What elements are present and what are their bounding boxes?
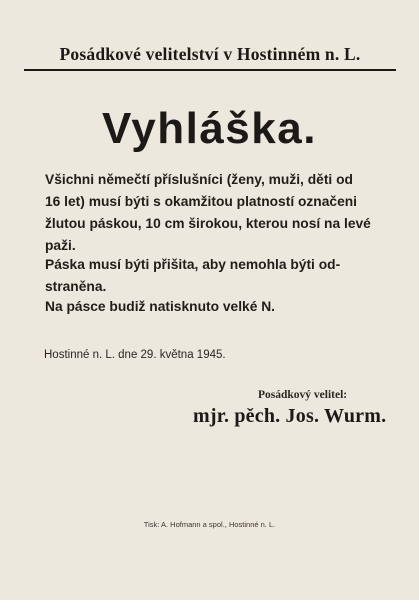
issuer-header: Posádkové velitelství v Hostinném n. L. [59,44,361,64]
paragraph-1-line-3: žlutou páskou, 10 cm širokou, kterou nosí na levé [45,216,371,231]
signature-name: mjr. pěch. Jos. Wurm. [193,405,387,427]
paragraph-3-line-1: Na pásce budiž natisknuto velké N. [45,299,276,314]
document-title: Vyhláška. [102,104,317,153]
paragraph-1-line-2: 16 let) musí býti s okamžitou platností označeni [45,194,358,209]
date-line: Hostinné n. L. dne 29. května 1945. [44,349,226,361]
paragraph-1-line-1: Všichni němečtí příslušníci (ženy, muži, děti od [45,172,353,187]
printer-imprint: Tisk: A. Hofmann a spol., Hostinné n. L. [143,520,276,529]
paragraph-1-line-4: paži. [45,238,76,253]
paragraph-2-line-2: straněna. [45,279,107,294]
signature-label: Posádkový velitel: [258,389,348,401]
paragraph-2-line-1: Páska musí býti přišita, aby nemohla býti od- [45,257,341,272]
header-rule [24,69,396,71]
